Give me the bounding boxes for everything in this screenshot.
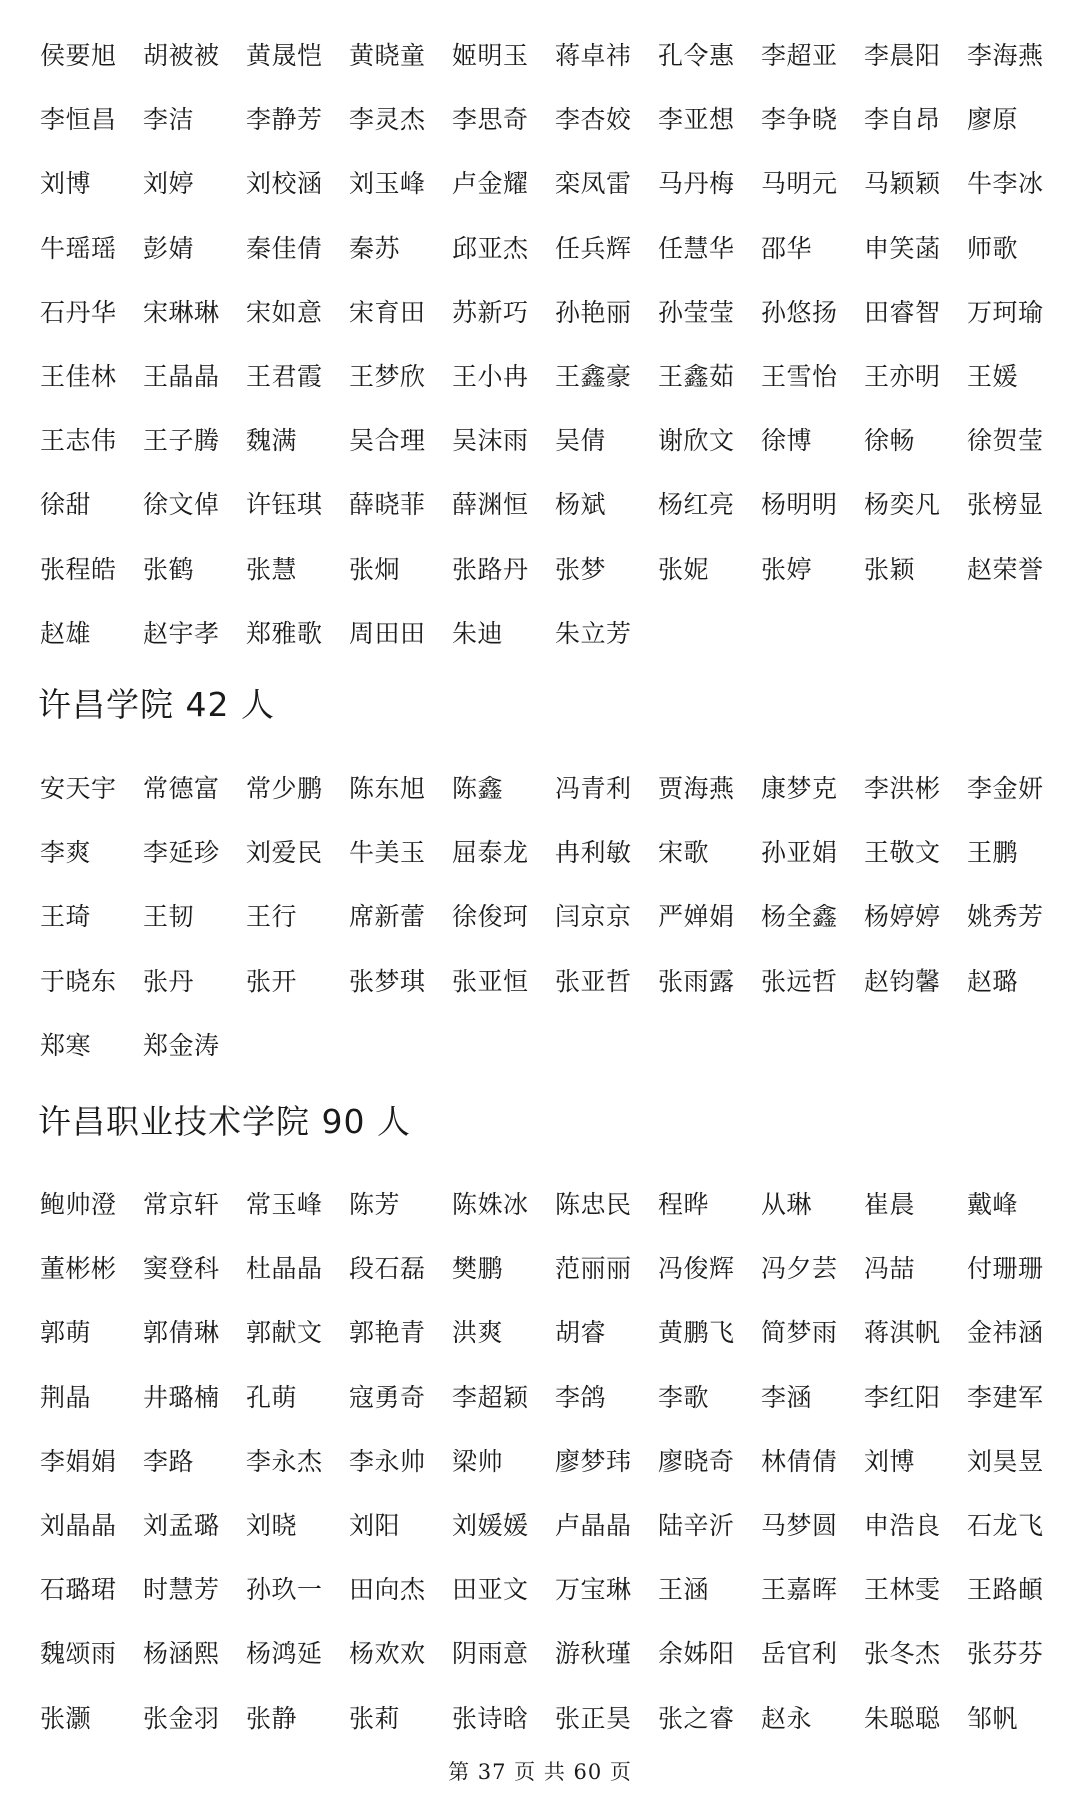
person-name: 张芬芬	[967, 1639, 1044, 1669]
person-name: 赵钧馨	[864, 966, 941, 996]
person-name: 李海燕	[967, 41, 1044, 71]
person-name: 薛渊恒	[452, 490, 529, 520]
page-number: 第 37 页 共 60 页	[448, 1760, 632, 1784]
person-name: 刘校涵	[246, 169, 323, 199]
person-name: 李争晓	[761, 105, 838, 135]
person-name: 蒋卓祎	[555, 41, 632, 71]
name-list-continued	[40, 24, 1060, 666]
person-name: 李建军	[967, 1382, 1044, 1412]
person-name: 王佳林	[40, 362, 117, 392]
person-name: 徐俊珂	[452, 902, 529, 932]
person-name: 杨涵熙	[143, 1639, 220, 1669]
person-name: 刘博	[40, 169, 92, 199]
person-name: 杨奕凡	[864, 490, 941, 520]
person-name: 李灵杰	[349, 105, 426, 135]
person-name: 李歌	[658, 1382, 710, 1412]
person-name: 张冬杰	[864, 1639, 941, 1669]
person-name: 蒋淇帆	[864, 1318, 941, 1348]
person-name: 杨红亮	[658, 490, 735, 520]
person-name: 王路頔	[967, 1575, 1044, 1605]
person-name: 张丹	[143, 966, 195, 996]
person-name: 廖梦玮	[555, 1446, 632, 1476]
person-name: 李延珍	[143, 838, 220, 868]
person-name: 张慧	[246, 554, 298, 584]
person-name: 常京轩	[143, 1190, 220, 1220]
person-name: 万宝琳	[555, 1575, 632, 1605]
person-name: 李红阳	[864, 1382, 941, 1412]
person-name: 马梦圆	[761, 1511, 838, 1541]
person-name: 金祎涵	[967, 1318, 1044, 1348]
person-name: 李爽	[40, 838, 92, 868]
person-name: 王韧	[143, 902, 195, 932]
person-name: 黄晟恺	[246, 41, 323, 71]
person-name: 段石磊	[349, 1254, 426, 1284]
person-name: 朱迪	[452, 618, 504, 648]
person-name: 孔萌	[246, 1382, 298, 1412]
person-name: 郭倩琳	[143, 1318, 220, 1348]
person-name: 任兵辉	[555, 233, 632, 263]
person-name: 窦登科	[143, 1254, 220, 1284]
name-list-xuchang-university	[40, 757, 1060, 1078]
person-name: 魏满	[246, 426, 298, 456]
name-list-xuchang-vocational	[40, 1173, 1060, 1751]
person-name: 时慧芳	[143, 1575, 220, 1605]
person-name: 王涵	[658, 1575, 710, 1605]
person-name: 范丽丽	[555, 1254, 632, 1284]
person-name: 常玉峰	[246, 1190, 323, 1220]
person-name: 张静	[246, 1703, 298, 1733]
person-name: 牛美玉	[349, 838, 426, 868]
person-name: 严婵娟	[658, 902, 735, 932]
person-name: 田睿智	[864, 297, 941, 327]
person-name: 任慧华	[658, 233, 735, 263]
person-name: 陈忠民	[555, 1190, 632, 1220]
person-name: 王林雯	[864, 1575, 941, 1605]
person-name: 刘爱民	[246, 838, 323, 868]
person-name: 董彬彬	[40, 1254, 117, 1284]
person-name: 张榜显	[967, 490, 1044, 520]
person-name: 侯要旭	[40, 41, 117, 71]
person-name: 刘晓	[246, 1511, 298, 1541]
person-name: 张灏	[40, 1703, 92, 1733]
person-name: 李洁	[143, 105, 195, 135]
person-name: 张正昊	[555, 1703, 632, 1733]
person-name: 张婷	[761, 554, 813, 584]
person-name: 刘媛媛	[452, 1511, 529, 1541]
person-name: 杨明明	[761, 490, 838, 520]
person-name: 徐博	[761, 426, 813, 456]
person-name: 安天宇	[40, 774, 117, 804]
person-name: 张诗晗	[452, 1703, 529, 1733]
person-name: 王亦明	[864, 362, 941, 392]
person-name: 冯俊辉	[658, 1254, 735, 1284]
person-name: 徐甜	[40, 490, 92, 520]
person-name: 张妮	[658, 554, 710, 584]
person-name: 刘阳	[349, 1511, 401, 1541]
person-name: 马丹梅	[658, 169, 735, 199]
person-name: 邹帆	[967, 1703, 1019, 1733]
person-name: 李静芳	[246, 105, 323, 135]
person-name: 田向杰	[349, 1575, 426, 1605]
person-name: 李鸽	[555, 1382, 607, 1412]
person-name: 徐文倬	[143, 490, 220, 520]
person-name: 王鹏	[967, 838, 1019, 868]
person-name: 刘婷	[143, 169, 195, 199]
person-name: 赵荣誉	[967, 554, 1044, 584]
person-name: 赵璐	[967, 966, 1019, 996]
person-name: 张梦	[555, 554, 607, 584]
person-name: 郑雅歌	[246, 618, 323, 648]
person-name: 孙艳丽	[555, 297, 632, 327]
person-name: 张金羽	[143, 1703, 220, 1733]
person-name: 陈东旭	[349, 774, 426, 804]
person-name: 张亚恒	[452, 966, 529, 996]
person-name: 李金妍	[967, 774, 1044, 804]
person-name: 李超亚	[761, 41, 838, 71]
person-name: 张远哲	[761, 966, 838, 996]
person-name: 陆辛沂	[658, 1511, 735, 1541]
person-name: 王小冉	[452, 362, 529, 392]
person-name: 余姊阳	[658, 1639, 735, 1669]
person-name: 孔令惠	[658, 41, 735, 71]
person-name: 李洪彬	[864, 774, 941, 804]
person-name: 林倩倩	[761, 1446, 838, 1476]
person-name: 李超颖	[452, 1382, 529, 1412]
person-name: 李永帅	[349, 1446, 426, 1476]
person-name: 朱立芳	[555, 618, 632, 648]
person-name: 黄晓童	[349, 41, 426, 71]
person-name: 廖原	[967, 105, 1019, 135]
person-name: 寇勇奇	[349, 1382, 426, 1412]
person-name: 张开	[246, 966, 298, 996]
person-name: 胡睿	[555, 1318, 607, 1348]
person-name: 付珊珊	[967, 1254, 1044, 1284]
person-name: 杨欢欢	[349, 1639, 426, 1669]
person-name: 吴倩	[555, 426, 607, 456]
person-name: 杨鸿延	[246, 1639, 323, 1669]
person-name: 杜晶晶	[246, 1254, 323, 1284]
person-name: 宋育田	[349, 297, 426, 327]
person-name: 荆晶	[40, 1382, 92, 1412]
person-name: 李涵	[761, 1382, 813, 1412]
person-name: 张亚哲	[555, 966, 632, 996]
person-name: 栾凤雷	[555, 169, 632, 199]
person-name: 张莉	[349, 1703, 401, 1733]
person-name: 王君霞	[246, 362, 323, 392]
person-name: 贾海燕	[658, 774, 735, 804]
person-name: 徐畅	[864, 426, 916, 456]
person-name: 赵永	[761, 1703, 813, 1733]
person-name: 姚秀芳	[967, 902, 1044, 932]
person-name: 屈泰龙	[452, 838, 529, 868]
person-name: 李恒昌	[40, 105, 117, 135]
person-name: 张之睿	[658, 1703, 735, 1733]
person-name: 闫京京	[555, 902, 632, 932]
person-name: 席新蕾	[349, 902, 426, 932]
person-name: 廖晓奇	[658, 1446, 735, 1476]
person-name: 李路	[143, 1446, 195, 1476]
person-name: 张梦琪	[349, 966, 426, 996]
person-name: 牛李冰	[967, 169, 1044, 199]
person-name: 游秋瑾	[555, 1639, 632, 1669]
person-name: 陈姝冰	[452, 1190, 529, 1220]
person-name: 戴峰	[967, 1190, 1019, 1220]
person-name: 卢金耀	[452, 169, 529, 199]
person-name: 李杏姣	[555, 105, 632, 135]
person-name: 常少鹏	[246, 774, 323, 804]
person-name: 冉利敏	[555, 838, 632, 868]
person-name: 郭献文	[246, 1318, 323, 1348]
person-name: 刘玉峰	[349, 169, 426, 199]
person-name: 邱亚杰	[452, 233, 529, 263]
person-name: 郭艳青	[349, 1318, 426, 1348]
person-name: 王志伟	[40, 426, 117, 456]
person-name: 马明元	[761, 169, 838, 199]
person-name: 王晶晶	[143, 362, 220, 392]
person-name: 洪爽	[452, 1318, 504, 1348]
person-name: 程晔	[658, 1190, 710, 1220]
person-name: 刘晶晶	[40, 1511, 117, 1541]
person-name: 孙玖一	[246, 1575, 323, 1605]
person-name: 卢晶晶	[555, 1511, 632, 1541]
person-name: 陈芳	[349, 1190, 401, 1220]
person-name: 秦苏	[349, 233, 401, 263]
person-name: 陈鑫	[452, 774, 504, 804]
person-name: 田亚文	[452, 1575, 529, 1605]
name-grid	[40, 757, 1060, 1078]
person-name: 李思奇	[452, 105, 529, 135]
person-name: 孙亚娟	[761, 838, 838, 868]
person-name: 常德富	[143, 774, 220, 804]
person-name: 魏颂雨	[40, 1639, 117, 1669]
person-name: 王梦欣	[349, 362, 426, 392]
name-grid	[40, 1173, 1060, 1751]
person-name: 谢欣文	[658, 426, 735, 456]
person-name: 冯喆	[864, 1254, 916, 1284]
person-name: 杨全鑫	[761, 902, 838, 932]
person-name: 秦佳倩	[246, 233, 323, 263]
person-name: 赵宇孝	[143, 618, 220, 648]
person-name: 王鑫茹	[658, 362, 735, 392]
person-name: 于晓东	[40, 966, 117, 996]
person-name: 孙莹莹	[658, 297, 735, 327]
section-title-xuchang-vocational: 许昌职业技术学院 90 人	[38, 1102, 411, 1141]
person-name: 张路丹	[452, 554, 529, 584]
person-name: 崔晨	[864, 1190, 916, 1220]
person-name: 李娟娟	[40, 1446, 117, 1476]
person-name: 王雪怡	[761, 362, 838, 392]
person-name: 黄鹏飞	[658, 1318, 735, 1348]
person-name: 吴合理	[349, 426, 426, 456]
person-name: 宋如意	[246, 297, 323, 327]
person-name: 吴沫雨	[452, 426, 529, 456]
person-name: 石丹华	[40, 297, 117, 327]
person-name: 李亚想	[658, 105, 735, 135]
person-name: 李永杰	[246, 1446, 323, 1476]
person-name: 薛晓菲	[349, 490, 426, 520]
person-name: 姬明玉	[452, 41, 529, 71]
person-name: 梁帅	[452, 1446, 504, 1476]
person-name: 张雨露	[658, 966, 735, 996]
person-name: 李晨阳	[864, 41, 941, 71]
person-name: 樊鹏	[452, 1254, 504, 1284]
person-name: 张颖	[864, 554, 916, 584]
person-name: 刘孟璐	[143, 1511, 220, 1541]
person-name: 王敬文	[864, 838, 941, 868]
person-name: 宋歌	[658, 838, 710, 868]
person-name: 郭萌	[40, 1318, 92, 1348]
person-name: 师歌	[967, 233, 1019, 263]
person-name: 康梦克	[761, 774, 838, 804]
person-name: 李自昂	[864, 105, 941, 135]
person-name: 郑寒	[40, 1030, 92, 1060]
person-name: 刘昊昱	[967, 1446, 1044, 1476]
person-name: 冯青利	[555, 774, 632, 804]
person-name: 井璐楠	[143, 1382, 220, 1412]
person-name: 申笑菡	[864, 233, 941, 263]
person-name: 从琳	[761, 1190, 813, 1220]
person-name: 宋琳琳	[143, 297, 220, 327]
person-name: 岳官利	[761, 1639, 838, 1669]
section-title-xuchang-university: 许昌学院 42 人	[38, 685, 275, 724]
person-name: 王琦	[40, 902, 92, 932]
person-name: 郑金涛	[143, 1030, 220, 1060]
person-name: 简梦雨	[761, 1318, 838, 1348]
person-name: 万珂瑜	[967, 297, 1044, 327]
person-name: 孙悠扬	[761, 297, 838, 327]
person-name: 牛瑶瑶	[40, 233, 117, 263]
person-name: 石龙飞	[967, 1511, 1044, 1541]
person-name: 彭婧	[143, 233, 195, 263]
person-name: 朱聪聪	[864, 1703, 941, 1733]
person-name: 张炯	[349, 554, 401, 584]
person-name: 王嘉晖	[761, 1575, 838, 1605]
person-name: 邵华	[761, 233, 813, 263]
person-name: 胡被被	[143, 41, 220, 71]
person-name: 鲍帅澄	[40, 1190, 117, 1220]
person-name: 王行	[246, 902, 298, 932]
person-name: 张程皓	[40, 554, 117, 584]
person-name: 许钰琪	[246, 490, 323, 520]
person-name: 马颖颖	[864, 169, 941, 199]
person-name: 冯夕芸	[761, 1254, 838, 1284]
person-name: 杨婷婷	[864, 902, 941, 932]
person-name: 赵雄	[40, 618, 92, 648]
person-name: 周田田	[349, 618, 426, 648]
person-name: 石璐珺	[40, 1575, 117, 1605]
person-name: 张鹤	[143, 554, 195, 584]
person-name: 杨斌	[555, 490, 607, 520]
person-name: 王鑫豪	[555, 362, 632, 392]
person-name: 阴雨意	[452, 1639, 529, 1669]
person-name: 苏新巧	[452, 297, 529, 327]
name-grid	[40, 24, 1060, 666]
person-name: 徐贺莹	[967, 426, 1044, 456]
person-name: 王媛	[967, 362, 1019, 392]
person-name: 申浩良	[864, 1511, 941, 1541]
person-name: 王子腾	[143, 426, 220, 456]
person-name: 刘博	[864, 1446, 916, 1476]
